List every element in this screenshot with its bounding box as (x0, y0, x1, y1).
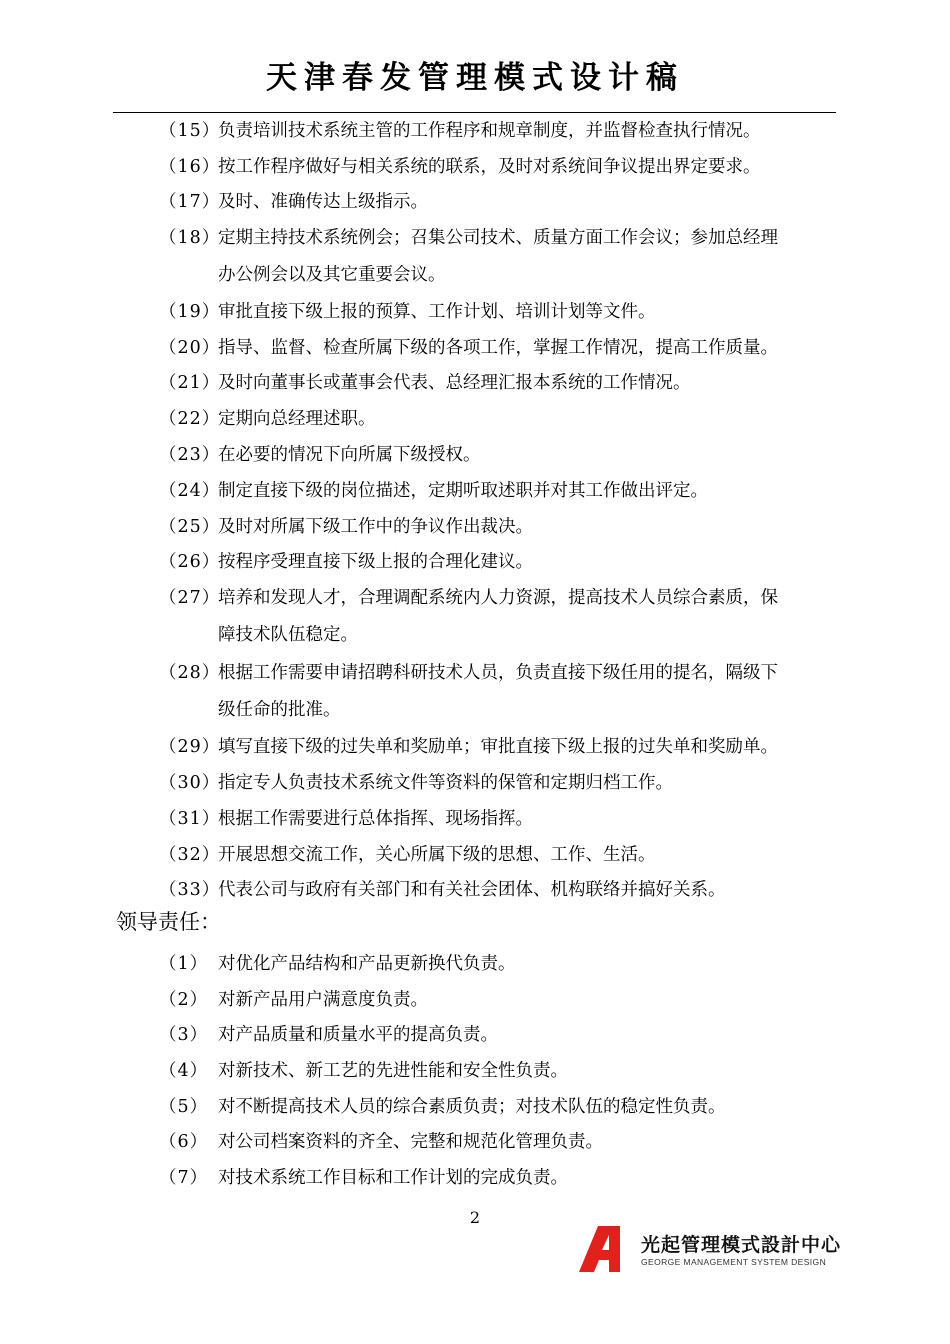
item-text-continued: 障技术队伍稳定。 (218, 625, 358, 645)
item-text: 及时向董事长或董事会代表、总经理汇报本系统的工作情况。 (218, 373, 691, 393)
item-text: 对公司档案资料的齐全、完整和规范化管理负责。 (218, 1132, 603, 1152)
item-text: 按工作程序做好与相关系统的联系，及时对系统间争议提出界定要求。 (218, 157, 761, 177)
item-text: 代表公司与政府有关部门和有关社会团体、机构联络并搞好关系。 (218, 880, 726, 900)
item-number: （1） (159, 954, 209, 974)
item-number: （33） (159, 880, 221, 900)
logo-english-name: GEORGE MANAGEMENT SYSTEM DESIGN (641, 1257, 827, 1267)
item-number: （6） (159, 1132, 209, 1152)
item-text: 对产品质量和质量水平的提高负责。 (218, 1025, 498, 1045)
item-text: 对技术系统工作目标和工作计划的完成负责。 (218, 1168, 568, 1188)
item-number: （18） (159, 228, 221, 248)
item-number: （25） (159, 517, 221, 537)
item-text: 及时对所属下级工作中的争议作出裁决。 (218, 517, 533, 537)
item-number: （29） (159, 737, 221, 757)
item-text: 指导、监督、检查所属下级的各项工作，掌握工作情况，提高工作质量。 (218, 338, 778, 358)
company-logo (579, 1226, 842, 1272)
item-number: （32） (159, 845, 221, 865)
item-number: （15） (159, 121, 221, 141)
page-title: 天津春发管理模式设计稿 (266, 60, 684, 96)
item-number: （2） (159, 990, 209, 1010)
item-text: 制定直接下级的岗位描述，定期听取述职并对其工作做出评定。 (218, 481, 708, 501)
item-number: （22） (159, 409, 221, 429)
item-text: 及时、准确传达上级指示。 (218, 192, 428, 212)
item-text: 对新技术、新工艺的先进性能和安全性负责。 (218, 1061, 568, 1081)
item-text: 填写直接下级的过失单和奖励单；审批直接下级上报的过失单和奖励单。 (218, 737, 778, 757)
item-text: 指定专人负责技术系统文件等资料的保管和定期归档工作。 (218, 773, 673, 793)
item-number: （31） (159, 809, 221, 829)
item-number: （26） (159, 552, 221, 572)
item-number: （5） (159, 1097, 209, 1117)
item-text: 审批直接下级上报的预算、工作计划、培训计划等文件。 (218, 302, 656, 322)
item-text: 对新产品用户满意度负责。 (218, 990, 428, 1010)
item-number: （21） (159, 373, 221, 393)
logo-chinese-name: 光起管理模式設計中心 (641, 1234, 842, 1256)
item-number: （24） (159, 481, 221, 501)
section-title-leadership: 领导责任： (116, 910, 221, 934)
item-number: （7） (159, 1168, 209, 1188)
item-text: 根据工作需要申请招聘科研技术人员，负责直接下级任用的提名，隔级下 (218, 663, 778, 683)
item-text-continued: 办公例会以及其它重要会议。 (218, 265, 446, 285)
item-text: 定期向总经理述职。 (218, 409, 376, 429)
item-number: （16） (159, 157, 221, 177)
item-text: 根据工作需要进行总体指挥、现场指挥。 (218, 809, 533, 829)
item-text: 在必要的情况下向所属下级授权。 (218, 445, 481, 465)
item-number: （4） (159, 1061, 209, 1081)
item-number: （19） (159, 302, 221, 322)
header-rule (113, 112, 836, 113)
item-number: （30） (159, 773, 221, 793)
item-number: （28） (159, 663, 221, 683)
item-number: （17） (159, 192, 221, 212)
logo-a-mark-icon (579, 1226, 635, 1272)
item-text-continued: 级任命的批准。 (218, 700, 341, 720)
item-text: 培养和发现人才，合理调配系统内人力资源，提高技术人员综合素质，保 (218, 588, 778, 608)
item-text: 定期主持技术系统例会；召集公司技术、质量方面工作会议；参加总经理 (218, 228, 778, 248)
item-number: （3） (159, 1025, 209, 1045)
item-number: （20） (159, 338, 221, 358)
item-number: （23） (159, 445, 221, 465)
item-text: 对优化产品结构和产品更新换代负责。 (218, 954, 516, 974)
item-text: 开展思想交流工作，关心所属下级的思想、工作、生活。 (218, 845, 656, 865)
page-number: 2 (469, 1208, 481, 1227)
item-text: 对不断提高技术人员的综合素质负责；对技术队伍的稳定性负责。 (218, 1097, 726, 1117)
item-text: 按程序受理直接下级上报的合理化建议。 (218, 552, 533, 572)
item-number: （27） (159, 588, 221, 608)
item-text: 负责培训技术系统主管的工作程序和规章制度，并监督检查执行情况。 (218, 121, 761, 141)
